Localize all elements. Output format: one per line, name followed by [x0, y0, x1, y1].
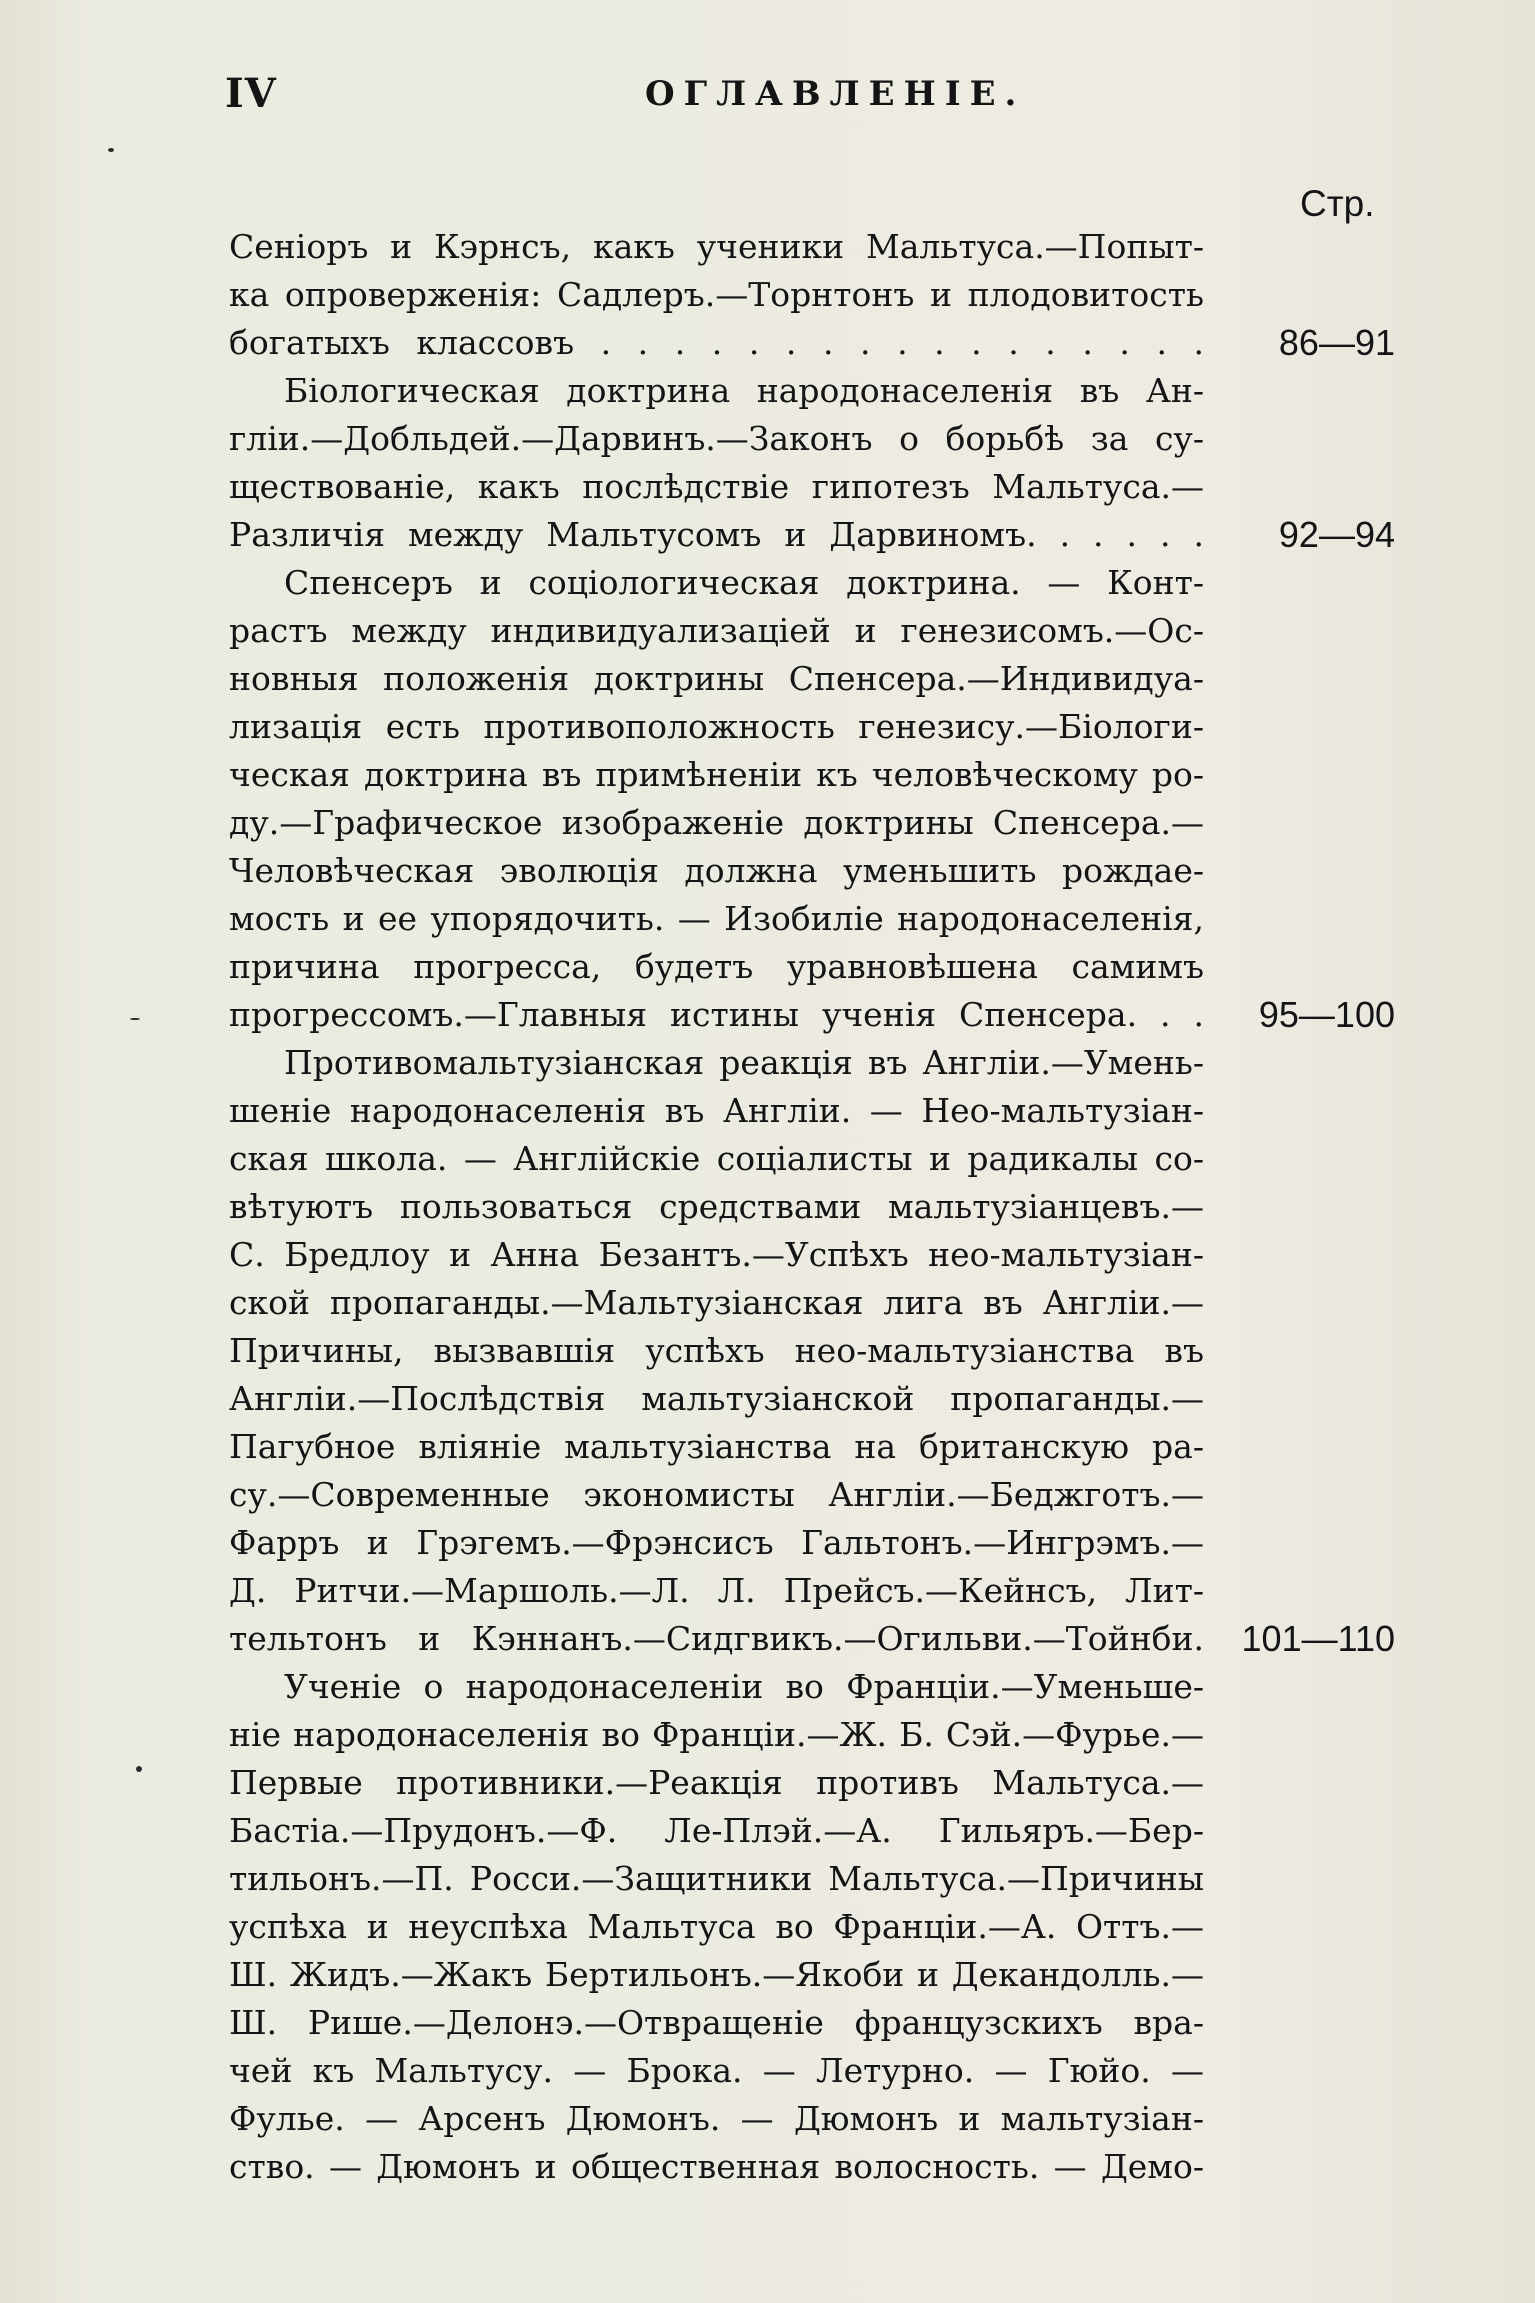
toc-entry-line: Причины, вызвавшія успѣхъ нео-мальтузіанства въ	[229, 1331, 1204, 1370]
toc-entry-line: чей къ Мальтусу. — Брока. — Летурно. — Гюйо. —	[229, 2051, 1204, 2090]
toc-entry-line: Противомальтузіанская реакція въ Англіи.—Умень-	[284, 1043, 1204, 1082]
toc-entry-line: Спенсеръ и соціологическая доктрина. — Конт-	[284, 563, 1204, 602]
toc-entry-line: су.—Современные экономисты Англіи.—Беджготъ.—	[229, 1475, 1204, 1514]
toc-entry-line: вѣтуютъ пользоваться средствами мальтузіанцевъ.—	[229, 1187, 1204, 1226]
toc-entry-line: мость и ее упорядочить. — Изобиліе народонаселенія,	[229, 899, 1204, 938]
toc-entry-line: Ученіе о народонаселеніи во Франціи.—Уменьше-	[284, 1667, 1204, 1706]
toc-entry-line: ществованіе, какъ послѣдствіе гипотезъ Мальтуса.—	[229, 467, 1204, 506]
toc-entry-line: успѣха и неуспѣха Мальтуса во Франціи.—А. Оттъ.—	[229, 1907, 1204, 1946]
toc-entry-line: Различія между Мальтусомъ и Дарвиномъ. . . . . .	[229, 515, 1204, 554]
running-header	[0, 70, 1535, 120]
toc-entry-line: богатыхъ классовъ . . . . . . . . . . . . . . . . .	[229, 323, 1204, 362]
toc-entry-line: тельтонъ и Кэннанъ.—Сидгвикъ.—Огильви.—Тойнби.	[229, 1619, 1204, 1658]
toc-entry-pages: 92—94	[1278, 514, 1395, 555]
paper-speck	[130, 1018, 140, 1020]
toc-entry-line: ство. — Дюмонъ и общественная волосность. — Демо-	[229, 2147, 1204, 2186]
toc-entry-line: Человѣческая эволюція должна уменьшить рождае-	[229, 851, 1204, 890]
toc-entry-line: Фулье. — Арсенъ Дюмонъ. — Дюмонъ и мальтузіан-	[229, 2099, 1204, 2138]
toc-entry-line: прогрессомъ.—Главныя истины ученія Спенсера. . .	[229, 995, 1204, 1034]
toc-entry-pages: 86—91	[1278, 322, 1395, 363]
toc-entry-line: ніе народонаселенія во Франціи.—Ж. Б. Сэй.—Фурье.—	[229, 1715, 1204, 1754]
toc-entry-line: ской пропаганды.—Мальтузіанская лига въ Англіи.—	[229, 1283, 1204, 1322]
toc-entry-line: причина прогресса, будетъ уравновѣшена самимъ	[229, 947, 1204, 986]
pages-column-header: Стр.	[1300, 183, 1375, 224]
toc-entry-line: Первые противники.—Реакція противъ Мальтуса.—	[229, 1763, 1204, 1802]
toc-entry-line: Бастіа.—Прудонъ.—Ф. Ле-Плэй.—А. Гильяръ.—Бер-	[229, 1811, 1204, 1850]
running-title: ОГЛАВЛЕНIЕ.	[645, 74, 1026, 114]
toc-entry-line: Сеніоръ и Кэрнсъ, какъ ученики Мальтуса.—Попыт-	[229, 227, 1204, 266]
toc-entry-line: Фарръ и Грэгемъ.—Фрэнсисъ Гальтонъ.—Ингрэмъ.—	[229, 1523, 1204, 1562]
toc-entry-line: Англіи.—Послѣдствія мальтузіанской пропаганды.—	[229, 1379, 1204, 1418]
toc-entry-line: ка опроверженія: Садлеръ.—Торнтонъ и плодовитость	[229, 275, 1204, 314]
toc-entry-line: Біологическая доктрина народонаселенія въ Ан-	[284, 371, 1204, 410]
page-number: IV	[225, 70, 277, 117]
toc-entry-line: ческая доктрина въ примѣненіи къ человѣческому ро-	[229, 755, 1204, 794]
paper-speck	[108, 148, 114, 152]
paper-speck	[136, 1766, 142, 1772]
toc-entry-line: С. Бредлоу и Анна Безантъ.—Успѣхъ нео-мальтузіан-	[229, 1235, 1204, 1274]
toc-entry-line: ская школа. — Англійскіе соціалисты и радикалы со-	[229, 1139, 1204, 1178]
toc-entry-pages: 95—100	[1258, 994, 1395, 1035]
toc-entry-line: Ш. Жидъ.—Жакъ Бертильонъ.—Якоби и Декандолль.—	[229, 1955, 1204, 1994]
toc-entry-line: растъ между индивидуализаціей и генезисомъ.—Ос-	[229, 611, 1204, 650]
toc-entry-pages: 101—110	[1241, 1618, 1395, 1659]
toc-entry-line: лизація есть противоположность генезису.—Біологи-	[229, 707, 1204, 746]
toc-entry-line: тильонъ.—П. Росси.—Защитники Мальтуса.—Причины	[229, 1859, 1204, 1898]
toc-entry-line: гліи.—Добльдей.—Дарвинъ.—Законъ о борьбѣ за су-	[229, 419, 1204, 458]
toc-entry-line: ду.—Графическое изображеніе доктрины Спенсера.—	[229, 803, 1204, 842]
toc-entry-line: Ш. Рише.—Делонэ.—Отвращеніе французскихъ вра-	[229, 2003, 1204, 2042]
toc-entry-line: новныя положенія доктрины Спенсера.—Индивидуа-	[229, 659, 1204, 698]
toc-entry-line: Пагубное вліяніе мальтузіанства на британскую ра-	[229, 1427, 1204, 1466]
toc-entry-line: шеніе народонаселенія въ Англіи. — Нео-мальтузіан-	[229, 1091, 1204, 1130]
toc-entry-line: Д. Ритчи.—Маршоль.—Л. Л. Прейсъ.—Кейнсъ, Лит-	[229, 1571, 1204, 1610]
